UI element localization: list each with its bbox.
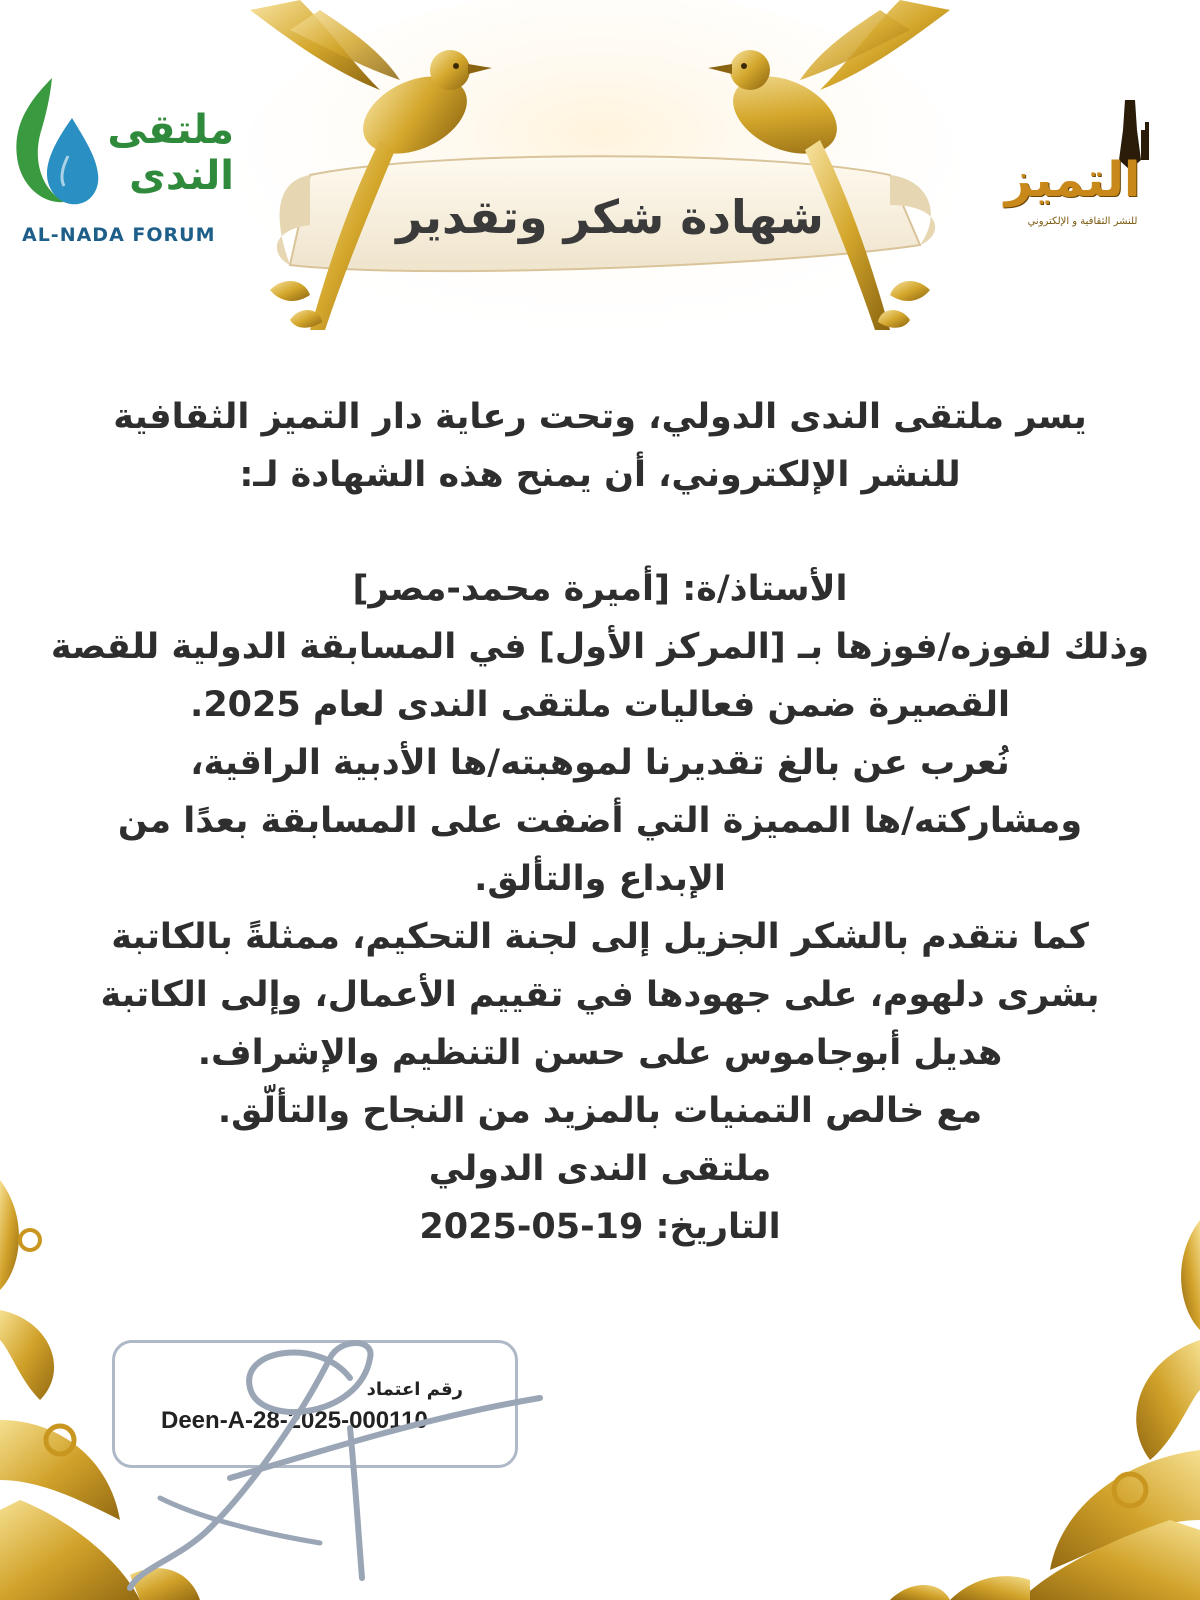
certificate-title: شهادة شكر وتقدير bbox=[396, 190, 824, 244]
body-line-10: بشرى دلهوم، على جهودها في تقييم الأعمال، وإلى الكاتبة bbox=[100, 975, 1100, 1015]
water-drop-icon bbox=[12, 78, 102, 213]
logo-right-name: التميز bbox=[1004, 152, 1141, 208]
approval-number-code: Deen-A-28-2025-000110 bbox=[161, 1407, 428, 1434]
body-line-4: وذلك لفوزه/فوزها بـ [المركز الأول] في المسابقة الدولية للقصة bbox=[50, 627, 1150, 667]
issuer-name: ملتقى الندى الدولي bbox=[428, 1149, 772, 1189]
spacer bbox=[50, 504, 1150, 560]
body-line-9: كما نتقدم بالشكر الجزيل إلى لجنة التحكيم، ممثلةً بالكاتبة bbox=[111, 917, 1089, 957]
title-banner bbox=[230, 0, 970, 360]
recipient-line: الأستاذ/ة: [أميرة محمد-مصر] bbox=[352, 569, 848, 609]
body-line-1: يسر ملتقى الندى الدولي، وتحت رعاية دار التميز الثقافية bbox=[113, 397, 1087, 437]
al-nada-forum-logo bbox=[8, 78, 233, 253]
logo-left-name-line1: ملتقى bbox=[107, 107, 234, 153]
body-line-7: ومشاركته/ها المميزة التي أضفت على المسابقة بعدًا من bbox=[117, 801, 1083, 841]
al-tamayuz-logo bbox=[975, 100, 1190, 240]
golden-birds-scroll-illustration bbox=[230, 0, 970, 360]
body-line-8: الإبداع والتألق. bbox=[474, 859, 726, 899]
logo-right-subtitle: للنشر الثقافية و الإلكتروني bbox=[1027, 216, 1138, 227]
body-line-11: هديل أبوجاموس على حسن التنظيم والإشراف. bbox=[197, 1033, 1003, 1073]
body-line-2: للنشر الإلكتروني، أن يمنح هذه الشهادة لـ: bbox=[239, 455, 961, 495]
gold-corner-ornament-right bbox=[830, 1220, 1200, 1600]
logo-left-english-name: AL-NADA FORUM bbox=[22, 224, 216, 246]
issue-date: التاريخ: 19-05-2025 bbox=[419, 1207, 781, 1247]
body-line-6: نُعرب عن بالغ تقديرنا لموهبته/ها الأدبية الراقية، bbox=[190, 743, 1010, 783]
logo-left-name-line2: الندى bbox=[129, 153, 234, 199]
certificate-body bbox=[50, 388, 1150, 1256]
body-line-12: مع خالص التمنيات بالمزيد من النجاح والتألّق. bbox=[217, 1091, 983, 1131]
signature-scribble bbox=[120, 1318, 560, 1598]
body-line-5: القصيرة ضمن فعاليات ملتقى الندى لعام 2025. bbox=[190, 685, 1010, 725]
approval-number-label: رقم اعتماد bbox=[366, 1379, 463, 1400]
